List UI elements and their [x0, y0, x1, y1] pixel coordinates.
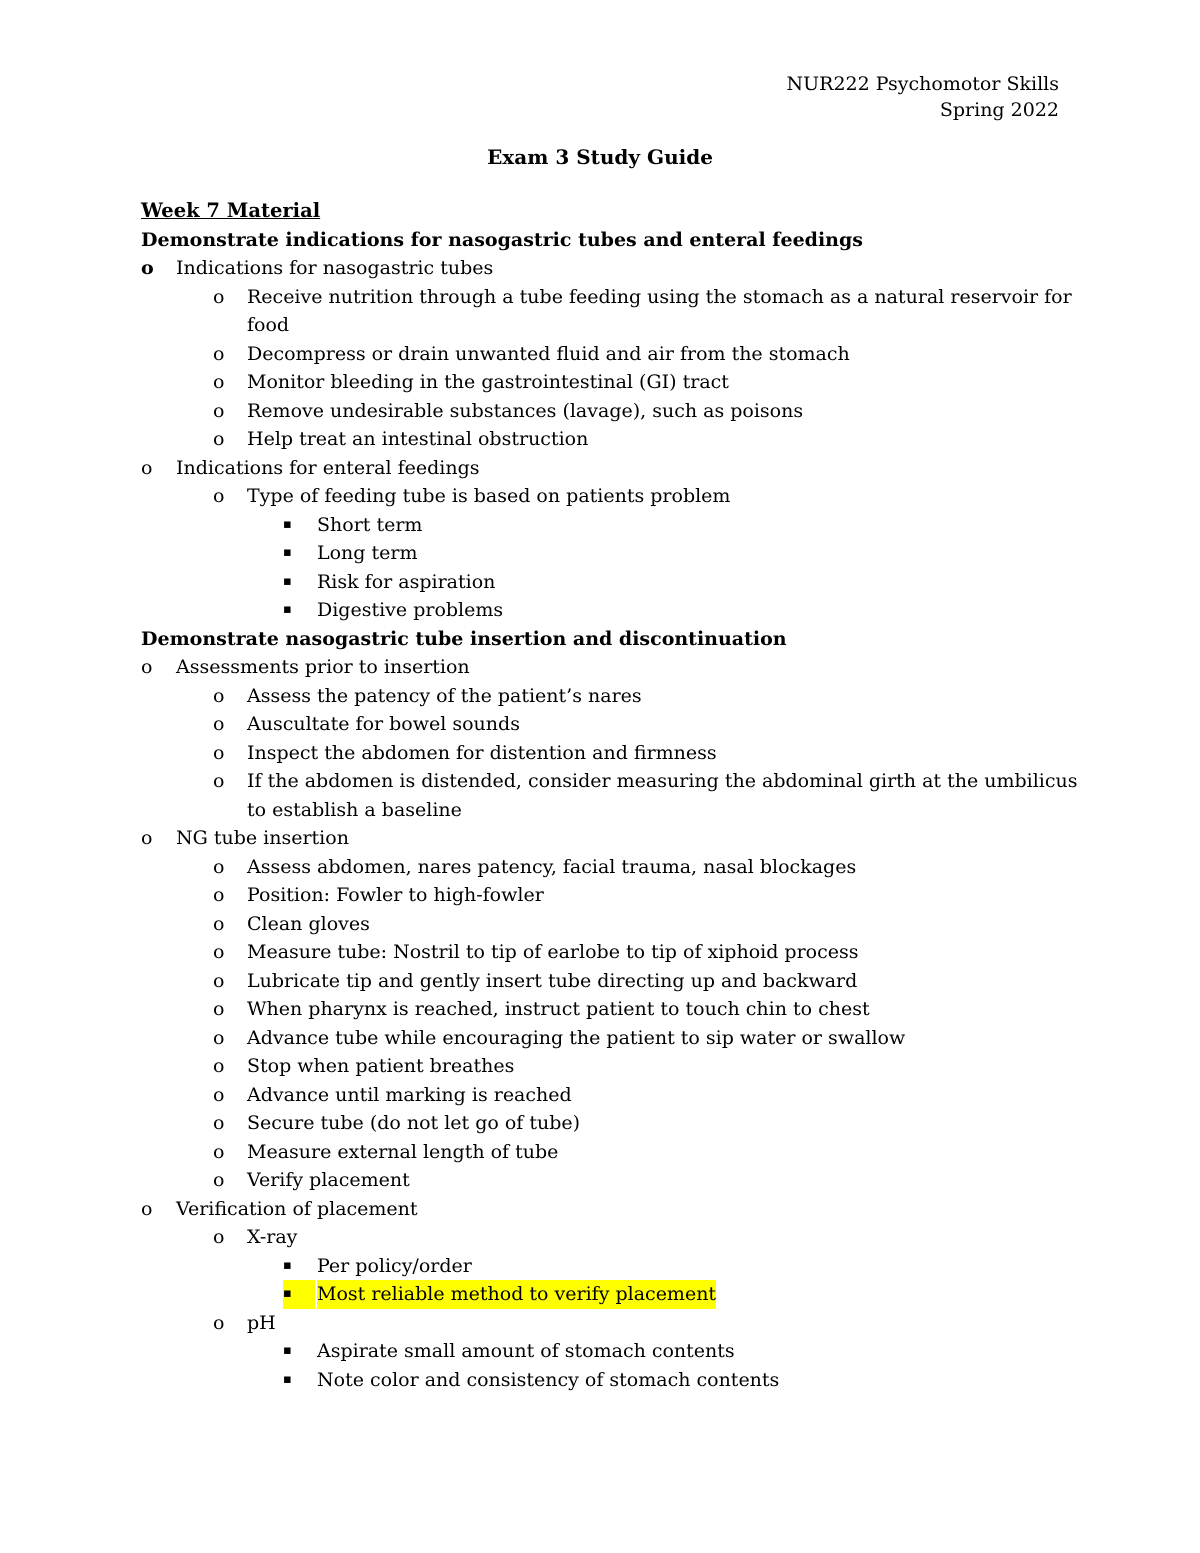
- list-item: o Decompress or drain unwanted fluid and air from the stomach: [141, 340, 1061, 369]
- list-item: ▪ Per policy/order: [141, 1252, 1061, 1281]
- list-item: o Advance until marking is reached: [141, 1081, 1061, 1110]
- square-bullet-icon: ▪: [283, 1280, 315, 1309]
- list-item: o Inspect the abdomen for distention and firmness: [141, 739, 1061, 768]
- highlighted-text: Most reliable method to verify placement: [317, 1280, 716, 1309]
- list-item: o Verification of placement: [141, 1195, 1061, 1224]
- list-item: o Indications for enteral feedings: [141, 454, 1061, 483]
- bullet-icon: o: [213, 485, 225, 507]
- list-item: o Position: Fowler to high-fowler: [141, 881, 1061, 910]
- square-bullet-icon: ▪: [283, 602, 292, 617]
- highlighted-list-item: [141, 1280, 1061, 1309]
- list-item: o Type of feeding tube is based on patients problem: [141, 482, 1061, 511]
- document-title: Exam 3 Study Guide: [487, 145, 713, 169]
- bullet-icon: o: [213, 342, 225, 365]
- square-bullet-icon: ▪: [283, 516, 292, 532]
- bullet-icon: o: [213, 428, 225, 450]
- bullet-icon: o: [213, 855, 225, 878]
- bullet-icon: o: [213, 1226, 225, 1248]
- bullet-icon: o: [213, 1140, 225, 1163]
- bullet-icon: o: [213, 1026, 225, 1049]
- list-item: ▪ Short term: [141, 511, 1061, 540]
- header-term: Spring 2022: [939, 99, 1059, 121]
- bullet-icon: o: [213, 741, 225, 764]
- list-item: o Assess abdomen, nares patency, facial trauma, nasal blockages: [141, 853, 1061, 882]
- list-item: o Remove undesirable substances (lavage), such as poisons: [141, 397, 1061, 426]
- bullet-icon: o: [213, 399, 225, 422]
- bullet-icon: o: [141, 656, 153, 678]
- list-item: o If the abdomen is distended, consider measuring the abdominal girth at the umbilicus: [141, 767, 1061, 796]
- list-item: o Assessments prior to insertion: [141, 653, 1061, 682]
- bullet-icon: o: [141, 257, 154, 279]
- bullet-icon: o: [213, 1169, 225, 1191]
- list-item: o Receive nutrition through a tube feeding using the stomach as a natural reservoir for: [141, 283, 1061, 312]
- list-item: o Indications for nasogastric tubes: [141, 254, 1061, 283]
- bullet-icon: o: [213, 371, 225, 393]
- bullet-icon: o: [141, 456, 153, 479]
- bullet-icon: o: [213, 1083, 225, 1106]
- list-item: ▪ Digestive problems: [141, 596, 1061, 625]
- list-item: ▪ Aspirate small amount of stomach contents: [141, 1337, 1061, 1366]
- list-item-continuation: to establish a baseline: [247, 798, 462, 821]
- bullet-icon: o: [213, 998, 225, 1020]
- section-heading: Demonstrate nasogastric tube insertion and discontinuation: [141, 627, 787, 650]
- list-item: o pH: [141, 1309, 1061, 1338]
- list-item: ▪ Long term: [141, 539, 1061, 568]
- bullet-icon: o: [213, 941, 225, 963]
- week-heading: Week 7 Material: [141, 199, 321, 222]
- study-guide-content: [141, 197, 1078, 1394]
- list-item: o Measure tube: Nostril to tip of earlobe to tip of xiphoid process: [141, 938, 1061, 967]
- bullet-icon: o: [213, 770, 225, 792]
- list-item: o Help treat an intestinal obstruction: [141, 425, 1061, 454]
- bullet-icon: o: [213, 1055, 225, 1077]
- list-item: o Monitor bleeding in the gastrointestinal (GI) tract: [141, 368, 1061, 397]
- square-bullet-icon: ▪: [283, 545, 292, 560]
- list-item: o Secure tube (do not let go of tube): [141, 1109, 1061, 1138]
- bullet-icon: o: [213, 969, 225, 992]
- bullet-icon: o: [213, 884, 225, 906]
- bullet-icon: o: [141, 827, 153, 849]
- section-heading: Demonstrate indications for nasogastric tubes and enteral feedings: [141, 228, 863, 251]
- list-item: o Advance tube while encouraging the patient to sip water or swallow: [141, 1024, 1061, 1053]
- list-item: o NG tube insertion: [141, 824, 1061, 853]
- bullet-icon: o: [213, 912, 225, 935]
- bullet-icon: o: [141, 1197, 153, 1220]
- bullet-icon: o: [213, 285, 225, 308]
- list-item: o Assess the patency of the patient’s nares: [141, 682, 1061, 711]
- list-item-continuation: food: [247, 314, 290, 336]
- list-item: o Stop when patient breathes: [141, 1052, 1061, 1081]
- list-item: o Auscultate for bowel sounds: [141, 710, 1061, 739]
- list-item: o When pharynx is reached, instruct patient to touch chin to chest: [141, 995, 1061, 1024]
- list-item: ▪ Risk for aspiration: [141, 568, 1061, 597]
- bullet-icon: o: [213, 1311, 225, 1334]
- list-item: ▪ Note color and consistency of stomach contents: [141, 1366, 1061, 1395]
- list-item: o Verify placement: [141, 1166, 1061, 1195]
- bullet-icon: o: [213, 713, 225, 735]
- list-item: o X-ray: [141, 1223, 1061, 1252]
- square-bullet-icon: ▪: [283, 573, 292, 589]
- square-bullet-icon: ▪: [283, 1257, 292, 1273]
- list-item: o Lubricate tip and gently insert tube directing up and backward: [141, 967, 1061, 996]
- bullet-icon: o: [213, 1112, 225, 1134]
- square-bullet-icon: ▪: [283, 1343, 292, 1358]
- square-bullet-icon: ▪: [283, 1371, 292, 1387]
- bullet-icon: o: [213, 684, 225, 707]
- header-course: NUR222 Psychomotor Skills: [786, 73, 1059, 95]
- list-item: o Measure external length of tube: [141, 1138, 1061, 1167]
- list-item: o Clean gloves: [141, 910, 1061, 939]
